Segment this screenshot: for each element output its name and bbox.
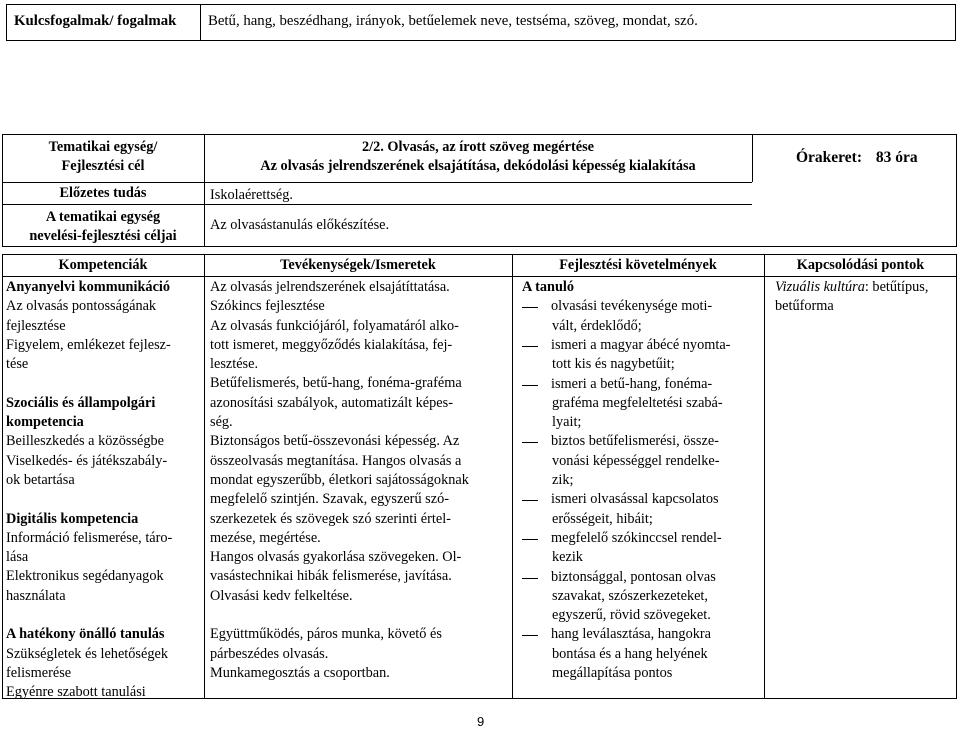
requirement-line: olvasási tevékenysége moti- xyxy=(551,298,713,315)
requirement-bullet xyxy=(522,442,538,443)
unit-table-row-line-2 xyxy=(2,204,752,205)
main-table-divider-1 xyxy=(204,254,205,699)
competency-line: Információ felismerése, táro- xyxy=(6,529,173,546)
page-number: 9 xyxy=(477,714,485,729)
activity-line: azonosítási szabályok, automatizált képes- xyxy=(210,394,453,411)
activity-line: Együttműködés, páros munka, követő és xyxy=(210,626,442,643)
activity-line: Hangos olvasás gyakorlása szövegeken. Ol- xyxy=(210,549,462,566)
requirement-bullet xyxy=(522,539,538,540)
main-table-header-line xyxy=(2,276,957,277)
hours-value: 83 óra xyxy=(875,149,918,166)
activity-line: lesztése. xyxy=(210,356,259,373)
requirement-line: vált, érdeklődő; xyxy=(552,317,642,334)
requirement-line: biztonsággal, pontosan olvas xyxy=(551,568,716,585)
requirement-line: hang leválasztása, hangokra xyxy=(551,626,711,643)
activity-line: megfelelő szintjén. Szavak, egyszerű szó- xyxy=(210,491,449,508)
goals-value: Az olvasástanulás előkészítése. xyxy=(210,217,390,233)
activity-line: ség. xyxy=(210,414,233,431)
unit-table-divider-2 xyxy=(752,134,753,182)
activity-line: Betűfelismerés, betű-hang, fonéma-graféma xyxy=(210,375,462,392)
competency-line: Viselkedés- és játékszabály- xyxy=(6,452,168,469)
activity-line: összeolvasás megtanítása. Hangos olvasás a xyxy=(210,452,462,469)
links-subject: Vizuális kultúra xyxy=(775,279,865,295)
unit-title: 2/2. Olvasás, az írott szöveg megértése Az olvasás jelrendszerének elsajátítása, dekódolási képesség kialakítása xyxy=(260,139,696,175)
requirement-line: kezik xyxy=(552,549,583,566)
requirement-line: egyszerű, rövid szövegeket. xyxy=(552,607,711,624)
competency-line: használata xyxy=(6,587,66,604)
activity-line: szerkezetek és szövegek szó szerinti értel- xyxy=(210,510,451,527)
requirement-line: biztos betűfelismerési, össze- xyxy=(551,433,719,450)
requirement-line: ismeri a betű-hang, fonéma- xyxy=(551,375,713,392)
competency-line: kompetencia xyxy=(6,414,84,431)
hours-label: Órakeret: xyxy=(796,149,862,166)
requirement-line: erősségeit, hibáit; xyxy=(552,510,653,527)
activity-line: Az olvasás jelrendszerének elsajátíttatása. xyxy=(210,279,450,295)
competency-line xyxy=(6,490,202,509)
requirement-line: tott kis és nagybetűit; xyxy=(552,356,675,373)
links-topic-2: betűforma xyxy=(775,298,834,315)
activity-line: tott ismeret, meggyőződés kialakítása, fej- xyxy=(210,336,453,353)
requirement-line: bontása és a hang helyének xyxy=(552,645,708,662)
links-text xyxy=(775,278,955,317)
competency-line: Szociális és állampolgári xyxy=(6,394,156,411)
competency-line: A hatékony önálló tanulás xyxy=(6,626,165,643)
requirement-line: lyait; xyxy=(552,414,582,431)
activity-line: mezése, megértése. xyxy=(210,529,321,546)
requirement-line: szavakat, szószerkezeteket, xyxy=(552,587,708,604)
requirement-line: vonási képességgel rendelke- xyxy=(552,452,720,469)
competency-line: Figyelem, emlékezet fejlesz- xyxy=(6,336,171,353)
requirement-bullet xyxy=(522,500,538,501)
competency-line: Beilleszkedés a közösségbe xyxy=(6,433,165,450)
requirement-line: megfelelő szókinccsel rendel- xyxy=(551,529,722,546)
main-table-divider-2 xyxy=(512,254,513,699)
requirement-line: graféma megfeleltetési szabá- xyxy=(552,394,723,411)
requirement-bullet xyxy=(522,578,538,579)
key-concepts-value: Betű, hang, beszédhang, irányok, betűelemek neve, testséma, szöveg, mondat, szó. xyxy=(208,13,698,29)
requirement-line: megállapítása pontos xyxy=(552,665,673,681)
competency-line: tése xyxy=(6,356,29,373)
key-concepts-label: Kulcsfogalmak/ fogalmak xyxy=(14,13,177,29)
requirement-bullet xyxy=(522,635,538,636)
activity-line: vasástechnikai hibák felismerése, javítása. xyxy=(210,568,452,585)
prereq-value: Iskolaérettség. xyxy=(210,187,293,203)
competency-line: Szükségletek és lehetőségek xyxy=(6,645,168,662)
competency-line: Digitális kompetencia xyxy=(6,510,139,527)
requirement-bullet xyxy=(522,385,538,386)
requirement-bullet xyxy=(522,346,538,347)
main-table-divider-3 xyxy=(764,254,765,699)
competency-line: lása xyxy=(6,549,29,566)
goals-label: A tematikai egység nevelési-fejlesztési céljai xyxy=(29,209,177,245)
activity-line: Olvasási kedv felkeltése. xyxy=(210,587,353,604)
links-topic-1: : betűtípus, xyxy=(864,279,929,295)
requirement-bullet xyxy=(522,307,538,308)
unit-table-row-line-1 xyxy=(2,182,752,183)
competency-line: Anyanyelvi kommunikáció xyxy=(6,279,171,295)
competency-line: Egyénre szabott tanulási xyxy=(6,684,146,701)
competency-line xyxy=(6,374,202,393)
requirement-line: ismeri olvasással kapcsolatos xyxy=(551,491,719,508)
activity-line: párbeszédes olvasás. xyxy=(210,645,329,662)
competency-line: Elektronikus segédanyagok xyxy=(6,568,164,585)
unit-label: Tematikai egység/ Fejlesztési cél xyxy=(48,139,158,175)
competency-line: felismerése xyxy=(6,664,72,681)
competencies-list xyxy=(6,278,202,703)
header-requirements: Fejlesztési követelmények xyxy=(559,257,717,273)
requirement-line: ismeri a magyar ábécé nyomta- xyxy=(551,336,731,353)
requirements-title: A tanuló xyxy=(522,279,575,295)
competency-line: Az olvasás pontosságának xyxy=(6,298,157,315)
activity-line: Az olvasás funkciójáról, folyamatáról alko- xyxy=(210,317,459,334)
requirement-line: zik; xyxy=(552,472,574,488)
competency-line xyxy=(6,606,202,625)
competency-line: fejlesztése xyxy=(6,317,66,334)
competency-line: ok betartása xyxy=(6,471,75,488)
activity-line xyxy=(210,606,510,625)
activities-list xyxy=(210,278,510,683)
prereq-label: Előzetes tudás xyxy=(59,185,147,201)
hours-frame xyxy=(796,148,918,167)
activity-line: mondat egyszerűbb, életkori sajátosságoknak xyxy=(210,471,469,488)
key-concepts-divider xyxy=(200,4,201,41)
header-links: Kapcsolódási pontok xyxy=(796,257,925,273)
activity-line: Biztonságos betű-összevonási képesség. Az xyxy=(210,433,460,450)
header-competencies: Kompetenciák xyxy=(58,257,148,273)
header-activities: Tevékenységek/Ismeretek xyxy=(280,257,436,273)
activity-line: Munkamegosztás a csoportban. xyxy=(210,664,390,681)
activity-line: Szókincs fejlesztése xyxy=(210,298,325,315)
